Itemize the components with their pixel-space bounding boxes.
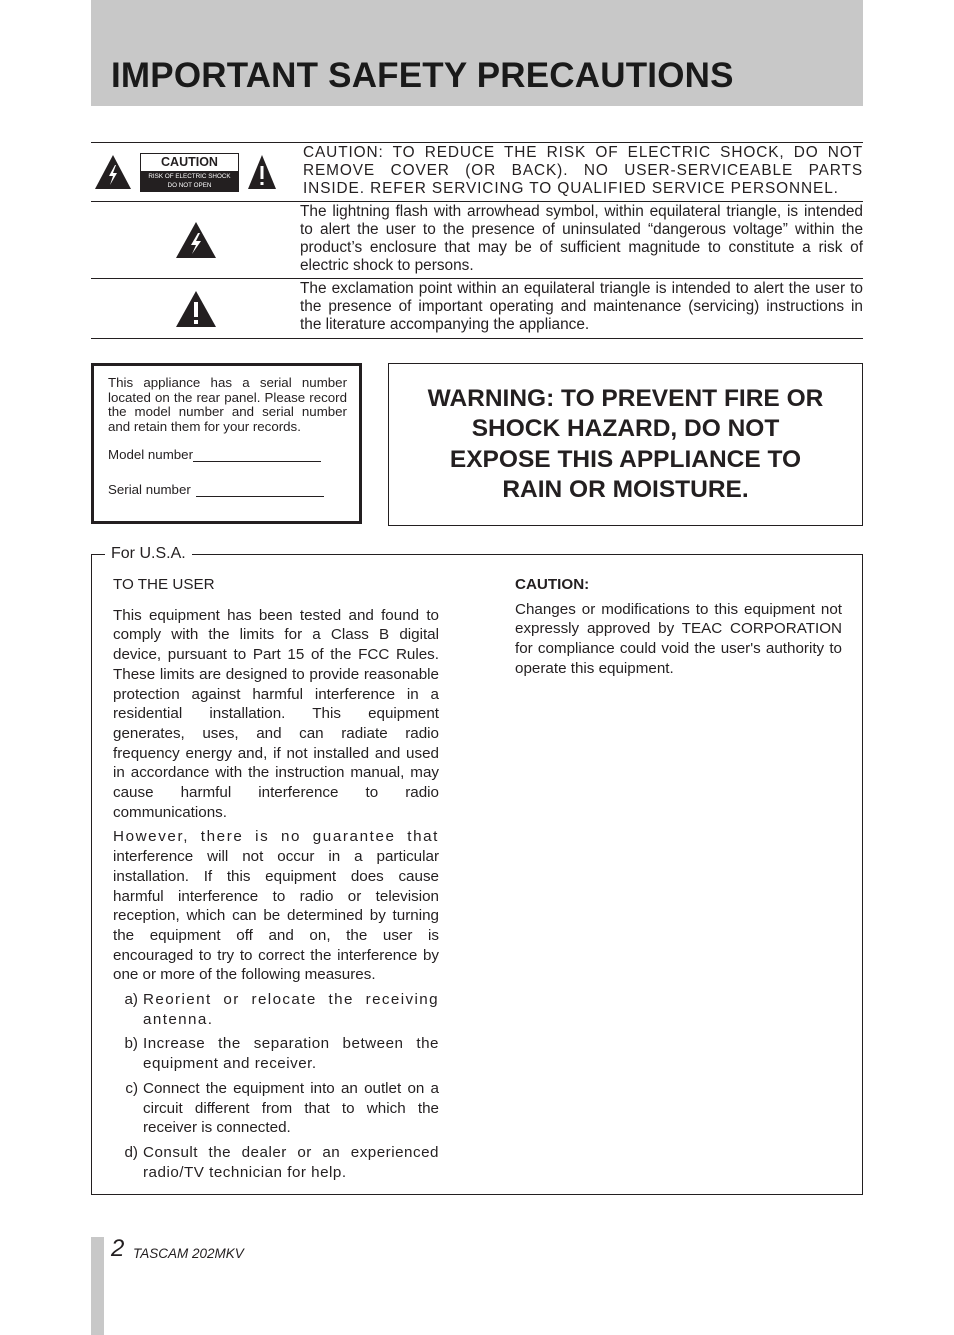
- measure-item: [113, 1143, 439, 1182]
- measure-marker: d): [124, 1143, 138, 1161]
- fcc-compliance-paragraph: This equipment has been tested and found to comply with the limits for a Class B digital device, pursuant to Part 15 of the FCC Rules. These limits are designed to provide reasonable protection against harmful interference in a residential installation. This equipment generates, uses, and can radiate radio frequency energy and, if not installed and used in accordance with the instruction manual, may cause harmful interference to radio communications.: [113, 606, 439, 821]
- usa-legend: For U.S.A.: [105, 544, 192, 564]
- product-name: TASCAM 202MKV: [133, 1246, 244, 1261]
- caution-label: [140, 153, 239, 192]
- exclamation-symbol-cell: [91, 279, 300, 338]
- symbol-row-exclamation: [91, 279, 863, 339]
- measure-text: Reorient or relocate the receiving antenna.: [143, 991, 439, 1028]
- usa-left-column: [113, 575, 439, 1187]
- footer-bar: [91, 1237, 104, 1335]
- caution-label-line1: RISK OF ELECTRIC SHOCK: [148, 172, 231, 180]
- interference-lead: However, there is no guarantee that: [113, 828, 439, 846]
- serial-instructions: This appliance has a serial number located on the rear panel. Please record the model number and serial number and retain them for your records.: [108, 375, 347, 434]
- lightning-description: The lightning flash with arrowhead symbol, within equilateral triangle, is intended to alert the user to the presence of uninsulated “dangerous voltage” within the product’s enclosure that may be of sufficient magnitude to constitute a risk of electric shock to persons.: [300, 203, 863, 274]
- exclamation-warning-icon: [247, 154, 277, 190]
- model-number-line: [193, 449, 321, 462]
- measure-item: [113, 1079, 439, 1138]
- symbol-row-lightning: [91, 202, 863, 279]
- measure-text: Connect the equipment into an outlet on a circuit different from that to which the receiver is connected.: [143, 1079, 439, 1137]
- measure-item: [113, 1034, 439, 1073]
- serial-number-box: [91, 363, 362, 524]
- caution-statement: CAUTION: TO REDUCE THE RISK OF ELECTRIC SHOCK, DO NOT REMOVE COVER (OR BACK). NO USER-SERVICEABLE PARTS INSIDE. REFER SERVICING TO QUALIFIED SERVICE PERSONNEL.: [303, 144, 863, 197]
- caution-symbol-group: [91, 143, 303, 201]
- usa-right-column: [515, 575, 842, 679]
- measure-marker: b): [124, 1035, 138, 1053]
- warning-box: [388, 363, 863, 526]
- lightning-warning-icon: [94, 154, 132, 190]
- lightning-triangle-icon: [175, 221, 217, 259]
- measure-text: Consult the dealer or an experienced radio/TV technician for help.: [143, 1143, 439, 1181]
- serial-number-field[interactable]: [108, 482, 347, 497]
- symbol-row-caution: [91, 143, 863, 202]
- fcc-caution-text: Changes or modifications to this equipment not expressly approved by TEAC CORPORATION for compliance could void the user's authority to operate this equipment.: [515, 600, 842, 677]
- interference-paragraph: [113, 827, 439, 985]
- page-number: 2: [111, 1235, 125, 1262]
- exclamation-description: The exclamation point within an equilateral triangle is intended to alert the user to the presence of important operating and maintenance (servicing) instructions in the literature accompanying the appliance.: [300, 280, 863, 333]
- fcc-caution-heading: CAUTION:: [515, 576, 590, 593]
- model-number-label: Model number: [108, 447, 193, 463]
- page-title: IMPORTANT SAFETY PRECAUTIONS: [111, 56, 734, 95]
- interference-body: interference will not occur in a particular installation. If this equipment does cause harmful interference to radio or television reception, which can be determined by turning the equipment off and on, the user is encouraged to try to correct the interference by one or more of the following measures.: [113, 848, 439, 984]
- lightning-symbol-cell: [91, 202, 300, 278]
- measure-marker: a): [124, 991, 138, 1009]
- measure-item: [113, 990, 439, 1029]
- usa-section: [91, 545, 863, 1195]
- safety-symbol-table: [91, 142, 863, 339]
- caution-label-line2: DO NOT OPEN: [167, 181, 212, 189]
- warning-text: WARNING: TO PREVENT FIRE OR SHOCK HAZARD, DO NOT EXPOSE THIS APPLIANCE TO RAIN OR MOISTURE.: [427, 384, 824, 503]
- caution-label-subtitle: [141, 171, 238, 191]
- exclamation-triangle-icon: [175, 290, 217, 328]
- measure-marker: c): [125, 1079, 138, 1097]
- model-number-field[interactable]: [108, 447, 347, 462]
- caution-label-title: CAUTION: [141, 154, 238, 171]
- to-user-heading: TO THE USER: [113, 576, 215, 593]
- serial-number-label: Serial number: [108, 482, 191, 498]
- measure-text: Increase the separation between the equipment and receiver.: [143, 1035, 439, 1073]
- serial-number-line: [196, 484, 324, 497]
